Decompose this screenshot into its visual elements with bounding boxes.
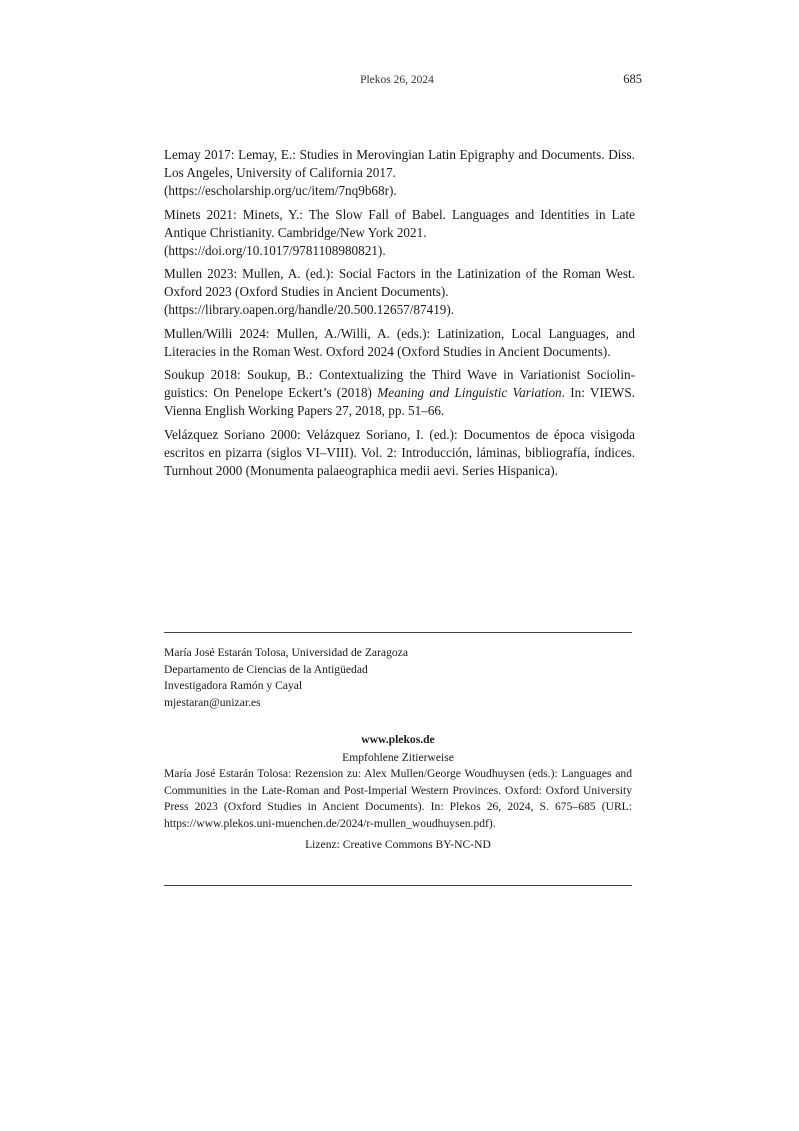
site-link[interactable]: www.plekos.de — [361, 733, 435, 746]
author-address — [164, 645, 634, 711]
bib-entry-text: Lemay 2017: Lemay, E.: Studies in Merovingian Latin Epigraphy and Documents. Diss. Los Angeles, University of California 2017. — [164, 147, 635, 180]
bib-entry-text-before: Soukup 2018: Soukup, B.: Contextualizing the Third Wave in Variationist Sociolinguistics: On Penelope Eckert’s (2018) — [164, 367, 635, 400]
bib-entry-soukup-2018 — [164, 366, 635, 420]
bib-entry-velazquez-soriano-2000 — [164, 426, 635, 480]
citation-heading: Empfohlene Zitierweise — [342, 750, 454, 764]
citation-text: María José Estarán Tolosa: Rezension zu: Alex Mullen/George Woudhuysen (eds.): Languages and Communities in the Late-Roman and Post-Imperial Western Provinces. Oxford: Oxford University Press 2023 (Oxford Studies in Ancient Documents). In: Plekos 26, 2024, S. 675–685 (URL: https://www.plekos.uni-muenchen.de/2024/r-mullen_woudhuysen.pdf). — [164, 767, 632, 830]
license-text: Lizenz: Creative Commons BY-NC-ND — [305, 837, 491, 851]
bib-entry-text: Minets 2021: Minets, Y.: The Slow Fall of Babel. Languages and Identities in Late Antique Christianity. Cambridge/New York 2021. — [164, 206, 635, 240]
author-department: Departamento de Ciencias de la Antigüedad — [164, 662, 368, 676]
running-header — [164, 73, 642, 91]
bib-entry-lemay-2017 — [164, 146, 635, 200]
bib-entry-text: Mullen 2023: Mullen, A. (ed.): Social Factors in the Latinization of the Roman West. Oxford 2023 (Oxford Studies in Ancient Documents). — [164, 266, 635, 299]
bib-entry-text: Mullen/Willi 2024: Mullen, A./Willi, A. (eds.): Latinization, Local Languages, and Literacies in the Roman West. Oxford 2024 (Oxford Studies in Ancient Documents). — [164, 325, 635, 359]
separator-rule-bottom — [164, 885, 632, 886]
journal-title: Plekos 26, 2024 — [360, 74, 434, 86]
separator-rule-top — [164, 632, 632, 633]
page-number: 685 — [623, 72, 642, 86]
bib-entry-minets-2021 — [164, 206, 635, 260]
author-email[interactable]: mjestaran@unizar.es — [164, 695, 261, 709]
bib-entry-text: Velázquez Soriano 2000: Velázquez Soriano, I. (ed.): Documentos de época visigoda escritos en pizarra (siglos VI–VIII). Vol. 2: Introducción, láminas, bibliografía, índices. Turnhout 2000 (Monumenta palaeographica medii aevi. Series Hispanica). — [164, 426, 635, 478]
bib-entry-url[interactable]: (https://escholarship.org/uc/item/7nq9b68r). — [164, 183, 397, 198]
bibliography-list — [164, 146, 635, 485]
bib-entry-italic-title: Meaning and Linguistic Variation — [377, 385, 562, 400]
author-position: Investigadora Ramón y Cayal — [164, 679, 303, 693]
bib-entry-text-after: . In: VIEWS. Vienna English Working Papers 27, 2018, pp. 51–66. — [164, 385, 635, 418]
bib-entry-mullen-willi-2024 — [164, 325, 635, 361]
bib-entry-url[interactable]: (https://doi.org/10.1017/9781108980821). — [164, 242, 386, 258]
author-name-affiliation: María José Estarán Tolosa, Universidad de Zaragoza — [164, 646, 408, 659]
bib-entry-url[interactable]: (https://library.oapen.org/handle/20.500.12657/87419). — [164, 302, 455, 317]
bib-entry-mullen-2023 — [164, 265, 635, 319]
recommended-citation — [164, 732, 632, 853]
